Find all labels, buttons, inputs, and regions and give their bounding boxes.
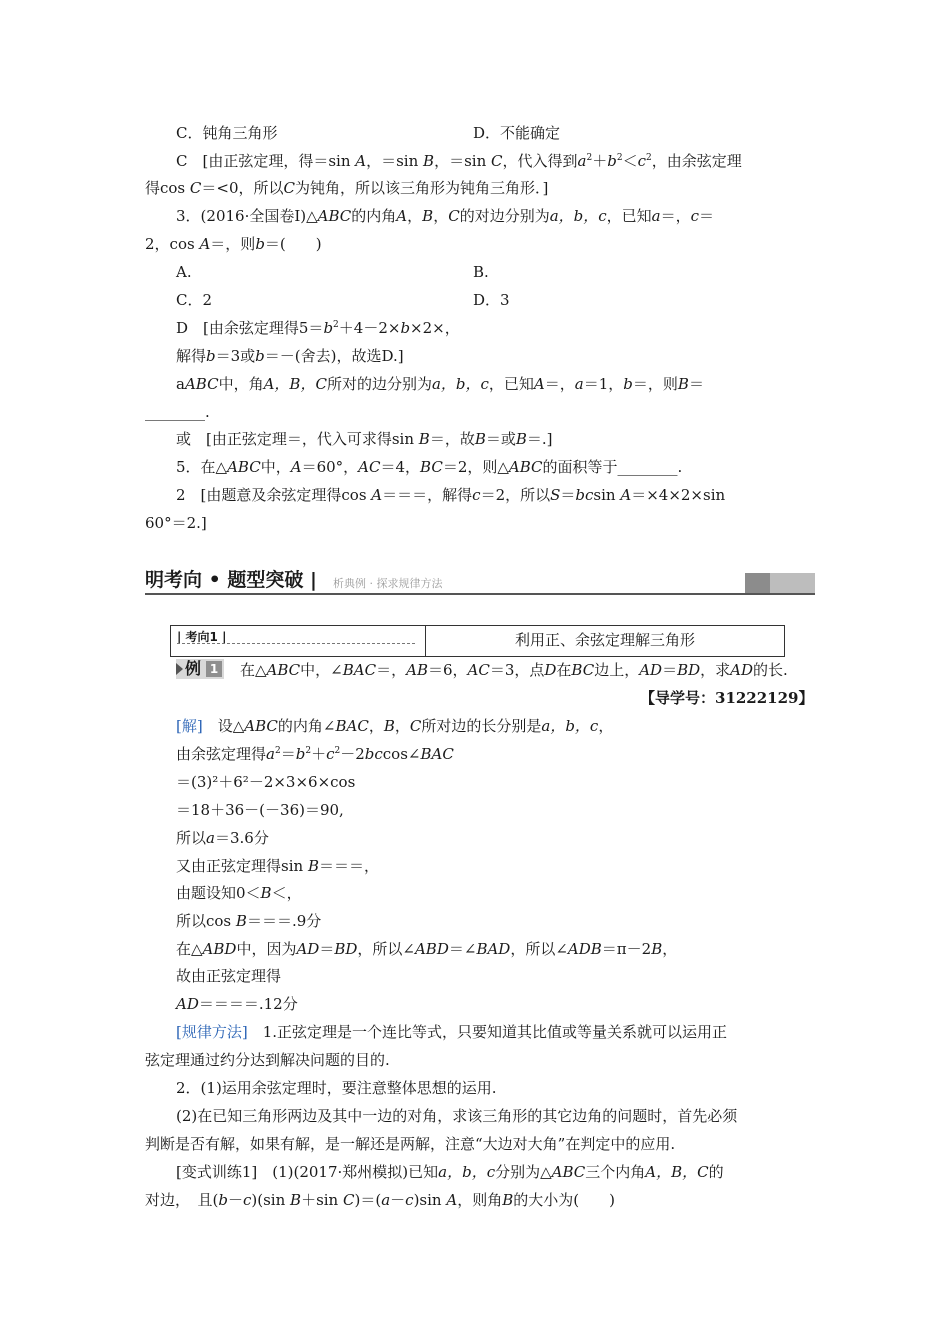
solution-line-10: 故由正弦定理得 [176, 967, 282, 985]
section-header [145, 568, 815, 595]
method-tag: [规律方法] [176, 1023, 248, 1041]
example-badge [176, 659, 224, 679]
q3-option-a: A. [176, 263, 192, 281]
arrow-right-icon [176, 663, 183, 675]
solution-line-8: 所以cos B＝＝＝.9分 [176, 912, 322, 930]
question-4: aABC中，角A，B，C所对的边分别为a，b，c，已知A＝，a＝1，b＝，则B＝ [176, 375, 704, 393]
method-line-1: [规律方法] 1.正弦定理是一个连比等式，只要知道其比值或等量关系就可以运用正 [176, 1023, 728, 1041]
topic-dashed-line [177, 643, 415, 644]
q3-answer: D [由余弦定理得$5=b^2+4-2\times b\times 2\times$， [176, 319, 460, 337]
question-3: 3．(2016·全国卷Ⅰ)△ABC的内角A，B，C的对边分别为a，b，c，已知a＝，c＝ [176, 207, 715, 225]
answer-line: C [由正弦定理，得＝sin A，＝sin B，＝sin C，代入得到$a^2+b^2<c^2$，由余弦定理 [176, 152, 742, 170]
q3-option-d: D．3 [473, 291, 510, 309]
solution-line-2: 由余弦定理得$a^2=b^2+c^2-2bccos\angle BAC$ [176, 745, 454, 763]
question-4-blank: ________. [145, 403, 210, 421]
example-number: 1 [206, 661, 222, 677]
solution-line-3: ＝(3)²＋6²－2×3×6×cos [176, 773, 356, 791]
topic-tag: | 考向1 | [177, 630, 227, 644]
topic-title: 利用正、余弦定理解三角形 [514, 631, 695, 649]
q3-answer-cont: 解得b＝3或b＝－(舍去)，故选D.] [176, 347, 404, 365]
section-rule [145, 593, 815, 595]
example-question: 在△ABC中，∠BAC＝，AB＝6，AC＝3，点D在BC边上，AD＝BD，求AD的长. [240, 661, 788, 679]
method-line-5: 判断是否有解，如果有解，是一解还是两解，注意“大边对大角”在判定中的应用. [145, 1135, 676, 1153]
question-5: 5．在△ABC中，A＝60°，AC＝4，BC＝2，则△ABC的面积等于________. [176, 458, 683, 476]
variant-line-1: [变式训练1] (1)(2017·郑州模拟)已知a，b，c分别为△ABC三个内角A，B，C的 [176, 1163, 724, 1181]
q5-answer-cont: 60°＝2.] [145, 514, 207, 532]
example-label: 例 [185, 659, 202, 678]
solution-line-1: [解] 设△ABC的内角∠BAC，B，C所对边的长分别是a，b，c， [176, 717, 614, 735]
variant-line-2: 对边， 且(b－c)(sin B＋sin C)＝(a－c)sin A，则角B的大小为( ) [145, 1191, 615, 1209]
q3-option-c: C．2 [176, 291, 213, 309]
option-c: C．钝角三角形 [176, 124, 278, 142]
solution-line-9: 在△ABD中，因为AD＝BD，所以∠ABD＝∠BAD，所以∠ADB＝π－2B， [176, 940, 678, 958]
method-line-2: 弦定理通过约分达到解决问题的目的. [145, 1051, 390, 1069]
q4-answer: 或 [由正弦定理＝，代入可求得sin B＝，故B＝或B＝.] [176, 430, 553, 448]
guide-number: 【导学号：31222129】 [640, 689, 814, 707]
method-line-3: 2．(1)运用余弦定理时，要注意整体思想的运用. [176, 1079, 497, 1097]
solution-line-5: 所以a＝3.6分 [176, 829, 269, 847]
method-line-4: (2)在已知三角形两边及其中一边的对角，求该三角形的其它边角的问题时，首先必须 [176, 1107, 738, 1125]
question-3-cont: 2，cos A＝，则b＝( ) [145, 235, 322, 253]
header-decor-block [745, 573, 770, 593]
section-subtitle: 析典例 · 探求规律方法 [333, 577, 443, 590]
solution-line-6: 又由正弦定理得sin B＝＝＝， [176, 857, 379, 875]
solution-line-7: 由题设知0＜B＜， [176, 884, 302, 902]
q5-answer: 2 [由题意及余弦定理得cos A＝＝＝，解得c＝2，所以S＝bcsin A＝×4×2×sin [176, 486, 726, 504]
section-title: 明考向 • 题型突破 | [145, 569, 317, 591]
option-d: D．不能确定 [473, 124, 561, 142]
topic-box [170, 625, 785, 657]
q3-option-b: B. [473, 263, 489, 281]
solution-line-4: ＝18＋36－(－36)＝90, [176, 801, 344, 819]
answer-line-cont: 得cos C＝<0，所以C为钝角，所以该三角形为钝角三角形．] [145, 179, 549, 197]
header-decor-block-light [770, 573, 815, 593]
solution-tag: [解] [176, 717, 203, 735]
solution-line-11: AD＝＝＝＝.12分 [176, 995, 298, 1013]
